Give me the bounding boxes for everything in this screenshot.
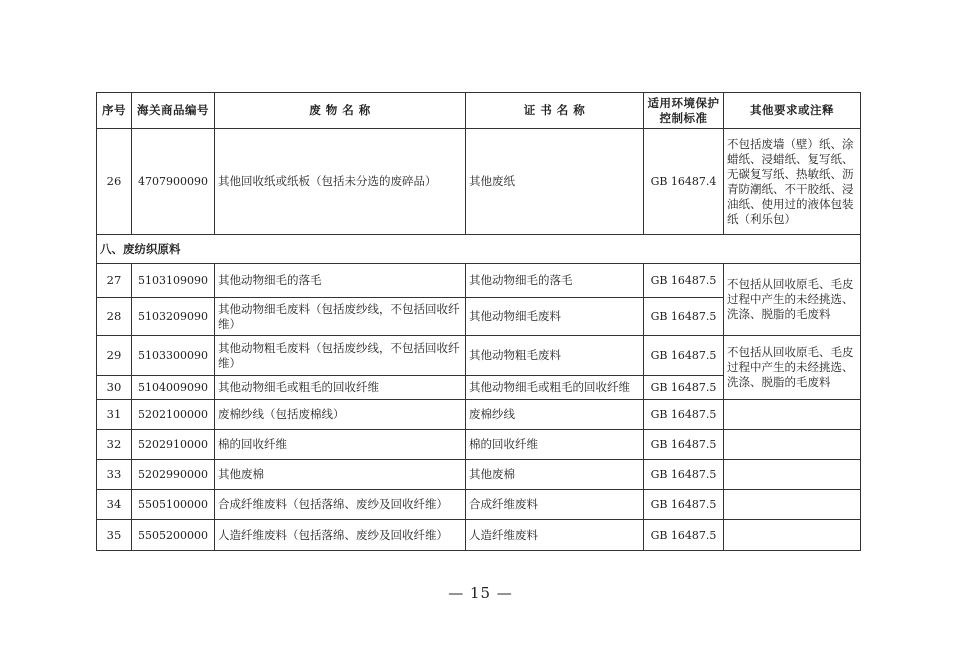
cell-seq: 34 [97,490,132,520]
cell-cert-name: 其他动物细毛废料 [466,298,644,336]
section-heading: 八、废纺织原料 [97,235,861,264]
header-code: 海关商品编号 [132,93,215,129]
cell-waste-name: 合成纤维废料（包括落绵、废纱及回收纤维） [215,490,466,520]
cell-waste-name: 棉的回收纤维 [215,430,466,460]
cell-note-empty [724,400,861,430]
cell-seq: 35 [97,520,132,551]
cell-standard: GB 16487.5 [644,376,724,400]
cell-note: 不包括从回收原毛、毛皮过程中产生的未经挑选、洗涤、脱脂的毛废料 [724,336,861,400]
cell-standard: GB 16487.5 [644,520,724,551]
cell-seq: 29 [97,336,132,376]
cell-seq: 31 [97,400,132,430]
cell-note: 不包括废墙（壁）纸、涂蜡纸、浸蜡纸、复写纸、无碳复写纸、热敏纸、沥青防潮纸、不干胶纸、浸油纸、使用过的液体包装纸（利乐包） [724,129,861,235]
cell-note-empty [724,520,861,551]
table-row [97,460,861,490]
cell-cert-name: 其他动物细毛或粗毛的回收纤维 [466,376,644,400]
cell-waste-name: 其他动物细毛废料（包括废纱线，不包括回收纤维） [215,298,466,336]
cell-waste-name: 其他废棉 [215,460,466,490]
table-row [97,129,861,235]
cell-note-empty [724,460,861,490]
table-row [97,264,861,298]
cell-code: 5202990000 [132,460,215,490]
cell-code: 5202100000 [132,400,215,430]
cell-waste-name: 其他动物细毛或粗毛的回收纤维 [215,376,466,400]
cell-code: 5103209090 [132,298,215,336]
table-row [97,400,861,430]
cell-waste-name: 其他动物粗毛废料（包括废纱线，不包括回收纤维） [215,336,466,376]
header-notes: 其他要求或注释 [724,93,861,129]
cell-standard: GB 16487.5 [644,400,724,430]
cell-code: 5202910000 [132,430,215,460]
cell-standard: GB 16487.5 [644,490,724,520]
cell-cert-name: 其他废纸 [466,129,644,235]
header-cert-name: 证 书 名 称 [466,93,644,129]
cell-waste-name: 废棉纱线（包括废棉线） [215,400,466,430]
cell-cert-name: 棉的回收纤维 [466,430,644,460]
header-standard: 适用环境保护控制标准 [644,93,724,129]
section-row [97,235,861,264]
cell-code: 5103300090 [132,336,215,376]
table-row [97,336,861,376]
cell-cert-name: 其他动物粗毛废料 [466,336,644,376]
cell-note: 不包括从回收原毛、毛皮过程中产生的未经挑选、洗涤、脱脂的毛废料 [724,264,861,336]
page-number: — 15 — [448,584,513,602]
table-row [97,490,861,520]
cell-waste-name: 其他回收纸或纸板（包括未分选的废碎品） [215,129,466,235]
cell-waste-name: 人造纤维废料（包括落绵、废纱及回收纤维） [215,520,466,551]
cell-standard: GB 16487.5 [644,430,724,460]
cell-code: 4707900090 [132,129,215,235]
cell-seq: 30 [97,376,132,400]
header-seq: 序号 [97,93,132,129]
cell-note-empty [724,490,861,520]
header-waste-name: 废 物 名 称 [215,93,466,129]
header-row [97,93,861,129]
cell-code: 5104009090 [132,376,215,400]
table-row [97,520,861,551]
cell-standard: GB 16487.5 [644,264,724,298]
cell-code: 5505100000 [132,490,215,520]
cell-cert-name: 人造纤维废料 [466,520,644,551]
cell-seq: 33 [97,460,132,490]
cell-cert-name: 合成纤维废料 [466,490,644,520]
cell-standard: GB 16487.5 [644,336,724,376]
cell-seq: 26 [97,129,132,235]
cell-seq: 32 [97,430,132,460]
waste-catalog-table [96,92,861,551]
cell-standard: GB 16487.5 [644,460,724,490]
table-row [97,430,861,460]
cell-cert-name: 其他动物细毛的落毛 [466,264,644,298]
cell-cert-name: 其他废棉 [466,460,644,490]
cell-seq: 28 [97,298,132,336]
cell-code: 5505200000 [132,520,215,551]
cell-waste-name: 其他动物细毛的落毛 [215,264,466,298]
cell-standard: GB 16487.5 [644,298,724,336]
cell-code: 5103109090 [132,264,215,298]
cell-standard: GB 16487.4 [644,129,724,235]
cell-note-empty [724,430,861,460]
cell-seq: 27 [97,264,132,298]
cell-cert-name: 废棉纱线 [466,400,644,430]
